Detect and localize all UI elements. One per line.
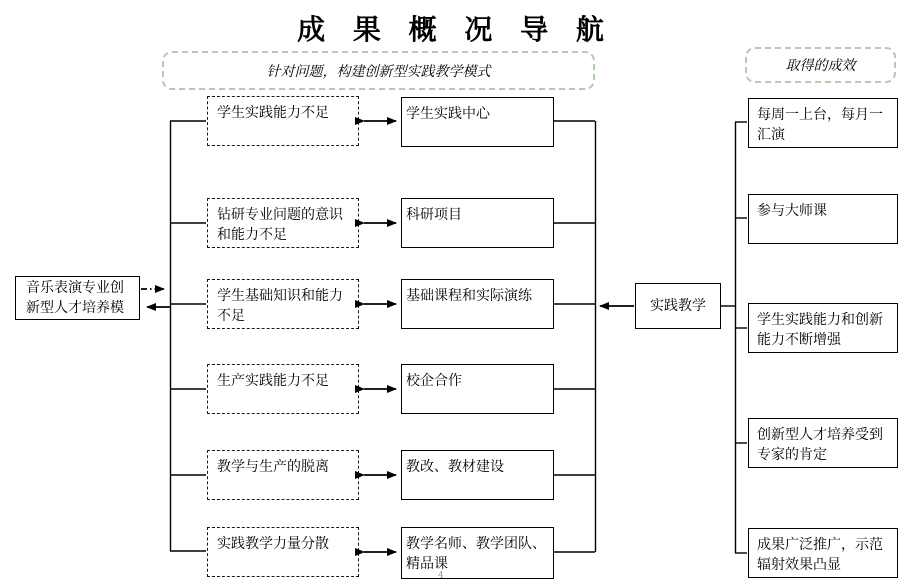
outcome-node-2: 参与大师课 xyxy=(748,194,898,244)
solution-node-3: 基础课程和实际演练 xyxy=(401,279,554,329)
header-problems-banner xyxy=(162,51,595,90)
root-node-training-mode: 音乐表演专业创新型人才培养模 xyxy=(15,276,140,320)
page-title: 成 果 概 况 导 航 xyxy=(297,13,613,46)
problem-node-1: 学生实践能力不足 xyxy=(207,96,359,146)
hub-node-practice-teaching xyxy=(635,283,721,329)
problem-node-4: 生产实践能力不足 xyxy=(207,364,359,414)
header-achievements-banner xyxy=(745,47,896,83)
solution-node-2: 科研项目 xyxy=(401,198,554,248)
solution-node-5: 教改、教材建设 xyxy=(401,450,554,500)
solution-node-1: 学生实践中心 xyxy=(401,97,554,147)
connector-double-arrows xyxy=(364,121,396,552)
stray-footnote-mark: 4 xyxy=(438,571,444,581)
outcome-node-4: 创新型人才培养受到专家的肯定 xyxy=(748,418,898,468)
connector-left-trunk xyxy=(170,121,206,551)
problem-node-6: 实践教学力量分散 xyxy=(207,527,359,577)
connector-solution-trunk xyxy=(554,121,596,552)
outcome-node-5: 成果广泛推广，示范辐射效果凸显 xyxy=(748,528,898,578)
connector-root-links xyxy=(141,289,170,307)
header-achievements-label: 取得的成效 xyxy=(785,58,856,74)
outcome-node-1: 每周一上台，每月一汇演 xyxy=(748,98,898,148)
solution-node-6: 教学名师、教学团队、精品课 xyxy=(401,527,554,579)
connector-outcome-trunk xyxy=(735,122,747,553)
problem-node-5: 教学与生产的脱离 xyxy=(207,450,359,500)
solution-node-4: 校企合作 xyxy=(401,364,554,414)
problem-node-2: 钻研专业问题的意识和能力不足 xyxy=(207,198,359,248)
header-problems-label: 针对问题，构建创新型实践教学模式 xyxy=(266,63,491,80)
problem-node-3: 学生基础知识和能力不足 xyxy=(207,279,359,329)
hub-node-label: 实践教学 xyxy=(650,298,706,314)
outcome-node-3: 学生实践能力和创新能力不断增强 xyxy=(748,303,898,353)
